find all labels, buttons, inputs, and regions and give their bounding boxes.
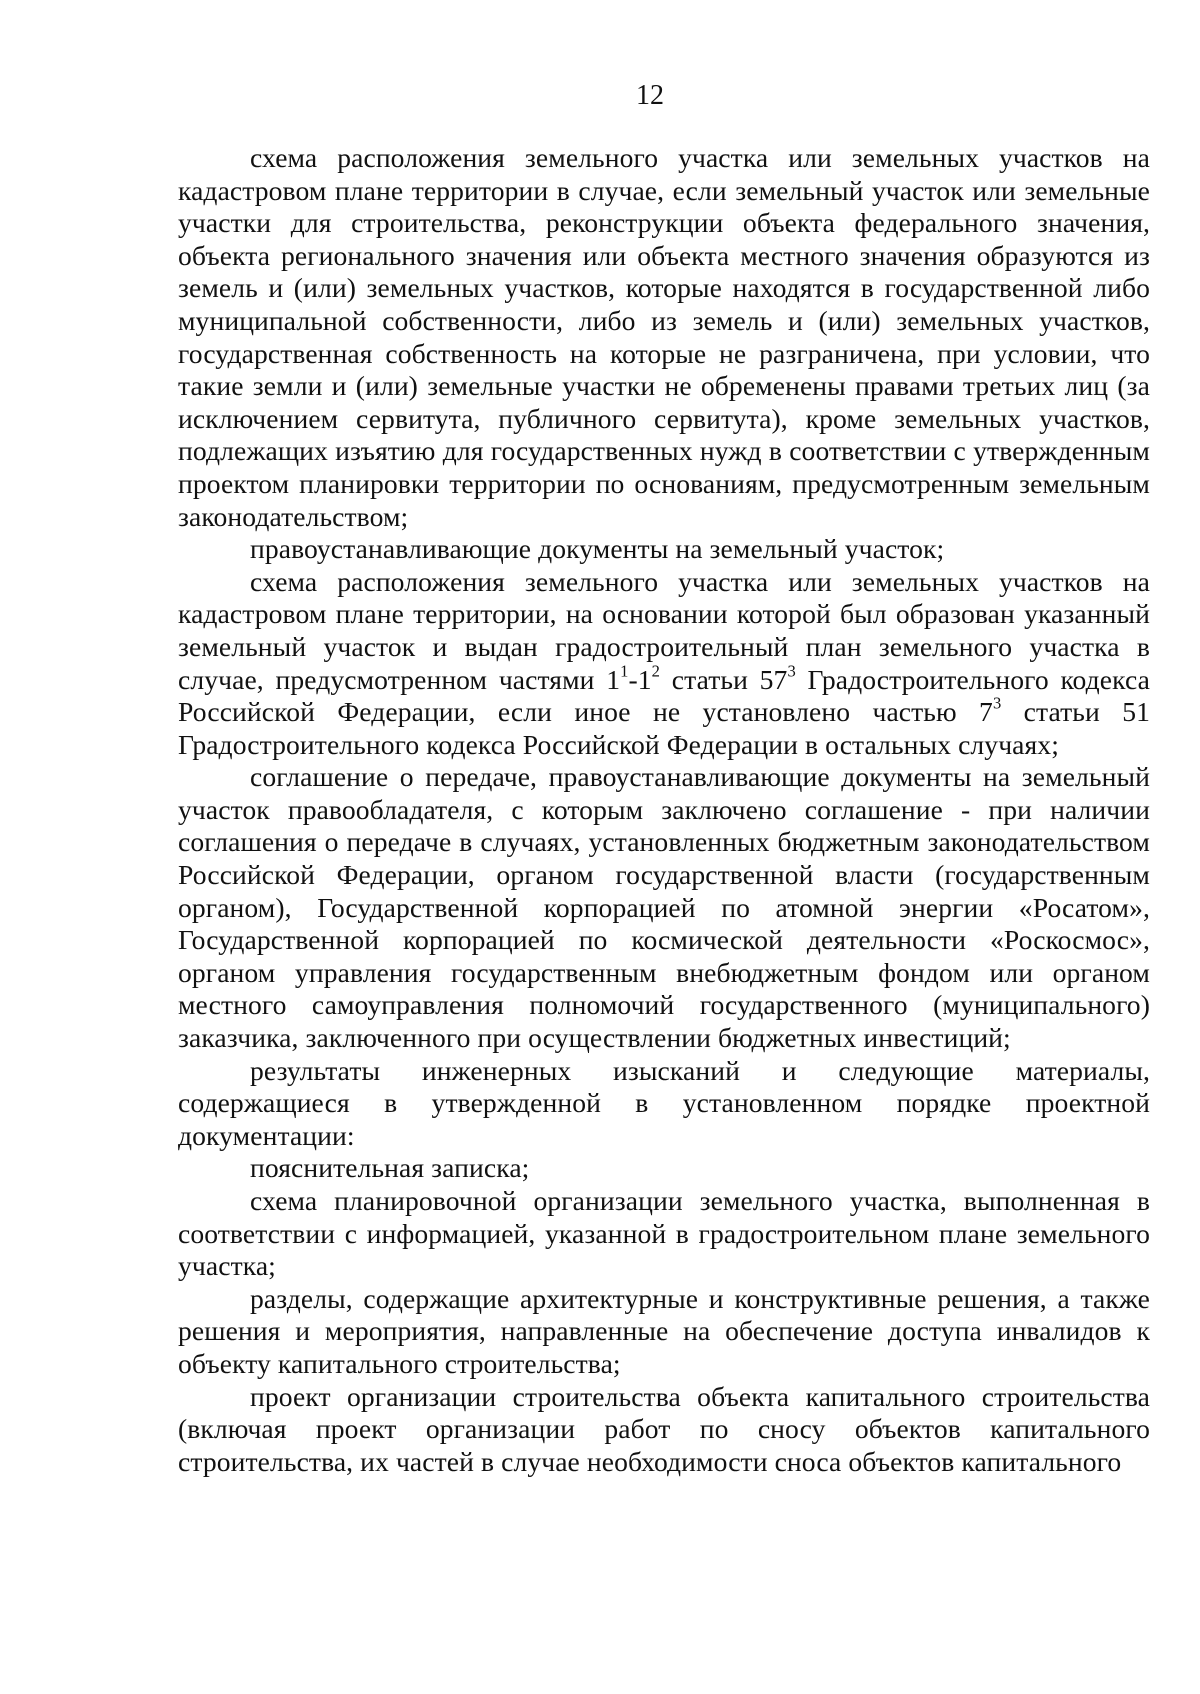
paragraph-7: схема планировочной организации земельного участка, выполненная в соответствии с информацией, указанной в градостроительном плане земельного участка; xyxy=(178,1185,1150,1282)
paragraph-3 xyxy=(178,566,1150,762)
paragraph-6: пояснительная записка; xyxy=(250,1152,530,1184)
paragraph-2: правоустанавливающие документы на земельный участок; xyxy=(250,533,945,565)
document-body xyxy=(178,142,1150,1478)
paragraph-3-text-2: -1 xyxy=(628,663,652,695)
paragraph-4: соглашение о передаче, правоустанавливающие документы на земельный участок правообладателя, с которым заключено соглашение - при наличии соглашения о передаче в случаях, установленных бюджетным законодательством Российской Федерации, органом государственной власти (государственным органом), Государственной корпорацией по атомной энергии «Росатом», Государственной корпорацией по космической деятельности «Роскосмос», органом управления государственным внебюджетным фондом или органом местного самоуправления полномочий государственного (муниципального) заказчика, заключенного при осуществлении бюджетных инвестиций; xyxy=(178,761,1150,1054)
superscript-2: 2 xyxy=(651,661,661,681)
paragraph-8: разделы, содержащие архитектурные и конструктивные решения, а также решения и мероприятия, направленные на обеспечение доступа инвалидов к объекту капитального строительства; xyxy=(178,1282,1150,1379)
superscript-1: 1 xyxy=(620,661,629,681)
paragraph-3-text-3: статьи 57 xyxy=(660,663,788,695)
paragraph-3-text-5: статьи 51 Градостроительного кодекса Российской Федерации в остальных случаях; xyxy=(178,696,1150,760)
superscript-4: 3 xyxy=(992,693,1002,713)
paragraph-1: схема расположения земельного участка или земельных участков на кадастровом плане территории в случае, если земельный участок или земельные участки для строительства, реконструкции объекта федерального значения, объекта регионального значения или объекта местного значения образуются из земель и (или) земельных участков, которые находятся в государственной либо муниципальной собственности, либо из земель и (или) земельных участков, государственная собственность на которые не разграничена, при условии, что такие земли и (или) земельные участки не обременены правами третьих лиц (за исключением сервитута, публичного сервитута), кроме земельных участков, подлежащих изъятию для государственных нужд в соответствии с утвержденным проектом планировки территории по основаниям, предусмотренным земельным законодательством; xyxy=(178,142,1150,532)
paragraph-3-text-4: Градостроительного кодекса Российской Федерации, если иное не установлено частью 7 xyxy=(178,663,1150,728)
superscript-3: 3 xyxy=(787,661,796,681)
paragraph-3-text-1: схема расположения земельного участка или земельных участков на кадастровом плане территории, на основании которой был образован указанный земельный участок и выдан градостроительный план земельного участка в случае, предусмотренном частями 1 xyxy=(178,565,1150,695)
page-number: 12 xyxy=(636,80,664,111)
paragraph-5: результаты инженерных изысканий и следующие материалы, содержащиеся в утвержденной в установленном порядке проектной документации: xyxy=(178,1054,1150,1151)
paragraph-9: проект организации строительства объекта капитального строительства (включая проект организации работ по сносу объектов капитального строительства, их частей в случае необходимости сноса объектов капитального xyxy=(178,1380,1150,1477)
